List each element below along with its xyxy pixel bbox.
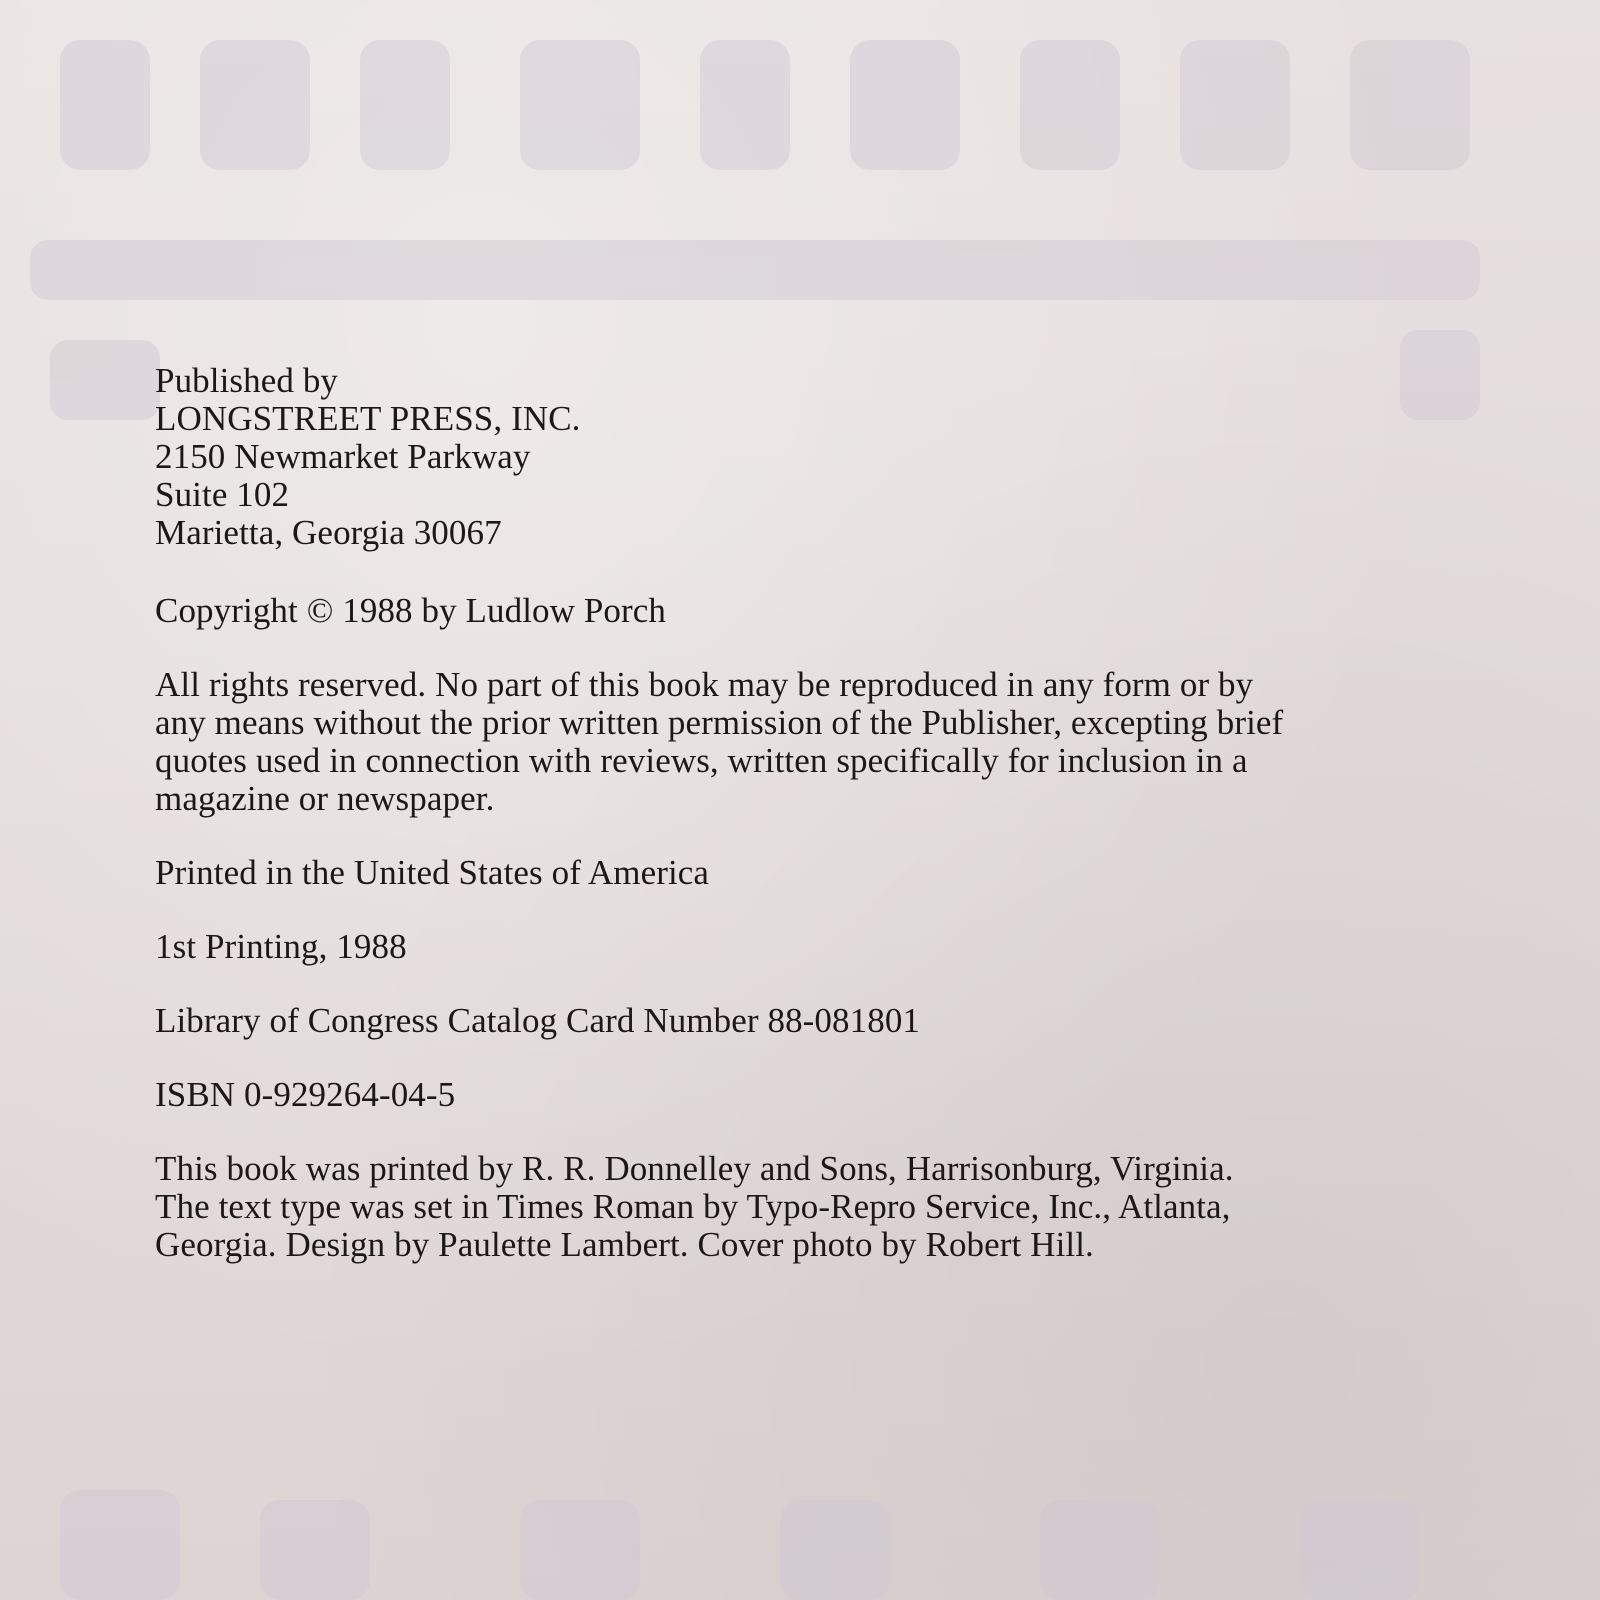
colophon	[155, 1150, 1485, 1264]
publisher-address	[155, 362, 1485, 552]
lccn-notice	[155, 1002, 1485, 1040]
colophon-line: This book was printed by R. R. Donnelley and Sons, Harrisonburg, Virginia.	[155, 1149, 1234, 1188]
rights-line: magazine or newspaper.	[155, 779, 495, 818]
isbn-notice	[155, 1076, 1485, 1114]
address-suite: Suite 102	[155, 475, 290, 514]
printed-in-line: Printed in the United States of America	[155, 853, 710, 892]
lccn-line: Library of Congress Catalog Card Number 88-081801	[155, 1001, 921, 1040]
rights-line: All rights reserved. No part of this book may be reproduced in any form or by	[155, 665, 1254, 704]
colophon-line: The text type was set in Times Roman by Typo-Repro Service, Inc., Atlanta,	[155, 1187, 1231, 1226]
rights-line: any means without the prior written permission of the Publisher, excepting brief	[155, 703, 1284, 742]
printed-in-notice	[155, 854, 1485, 892]
rights-line: quotes used in connection with reviews, written specifically for inclusion in a	[155, 741, 1248, 780]
printing-line: 1st Printing, 1988	[155, 927, 407, 966]
copyright-page	[155, 362, 1485, 1264]
rights-paragraph	[155, 666, 1485, 818]
address-city: Marietta, Georgia 30067	[155, 513, 502, 552]
published-by-label: Published by	[155, 361, 339, 400]
printing-notice	[155, 928, 1485, 966]
publisher-name: LONGSTREET PRESS, INC.	[155, 399, 581, 438]
copyright-line: Copyright © 1988 by Ludlow Porch	[155, 591, 667, 630]
address-street: 2150 Newmarket Parkway	[155, 437, 531, 476]
colophon-line: Georgia. Design by Paulette Lambert. Cover photo by Robert Hill.	[155, 1225, 1094, 1264]
copyright-notice	[155, 592, 1485, 630]
isbn-line: ISBN 0-929264-04-5	[155, 1075, 456, 1114]
